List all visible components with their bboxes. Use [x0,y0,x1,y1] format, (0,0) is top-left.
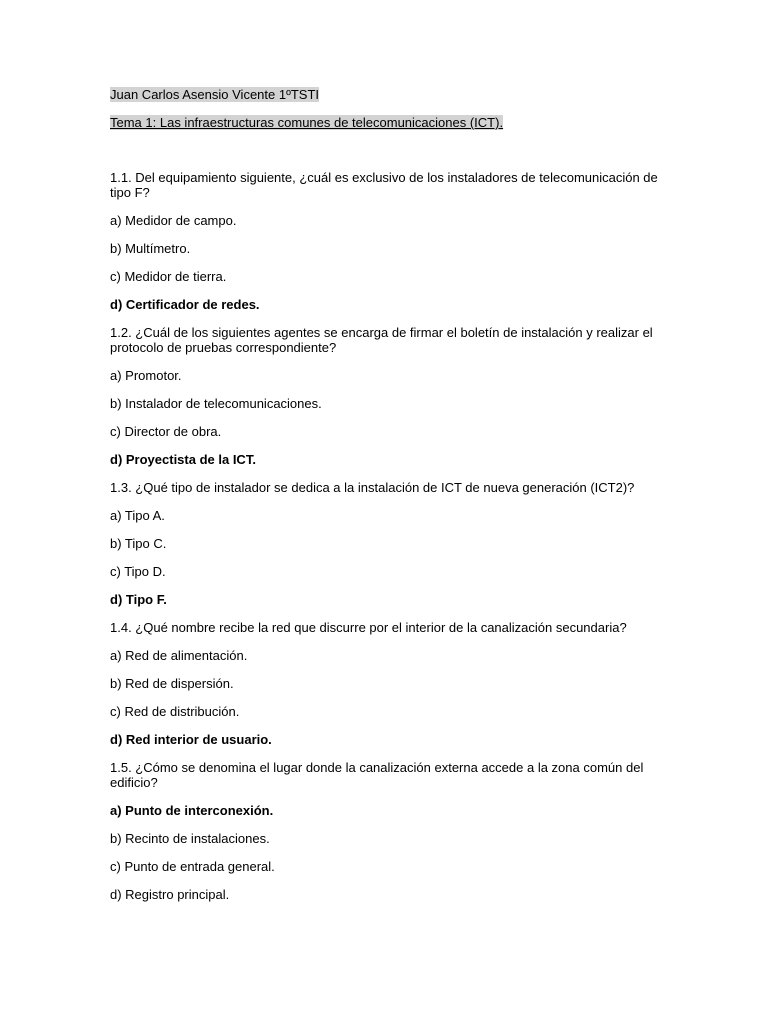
question-block [110,620,658,747]
answer-option: b) Multímetro. [110,241,191,256]
topic-title: Tema 1: Las infraestructuras comunes de telecomunicaciones (ICT). [110,115,504,130]
answer-option: d) Registro principal. [110,887,230,902]
answer-option: c) Punto de entrada general. [110,859,275,874]
answer-option-correct: d) Certificador de redes. [110,297,260,312]
answer-option: a) Promotor. [110,368,182,383]
question-text: 1.3. ¿Qué tipo de instalador se dedica a la instalación de ICT de nueva generación (ICT2)? [110,480,635,495]
question-text: 1.2. ¿Cuál de los siguientes agentes se encarga de firmar el boletín de instalación y realizar el protocolo de pruebas correspondiente? [110,325,653,355]
answer-option: a) Red de alimentación. [110,648,248,663]
answer-option: c) Red de distribución. [110,704,240,719]
question-block [110,170,658,312]
question-block [110,760,658,902]
answer-option: b) Tipo C. [110,536,167,551]
answer-option: b) Recinto de instalaciones. [110,831,270,846]
answer-option: b) Red de dispersión. [110,676,234,691]
question-text: 1.4. ¿Qué nombre recibe la red que discurre por el interior de la canalización secundaria? [110,620,627,635]
author-line [110,87,658,102]
answer-option-correct: a) Punto de interconexión. [110,803,274,818]
question-block [110,480,658,607]
answer-option: c) Tipo D. [110,564,166,579]
answer-option-correct: d) Tipo F. [110,592,167,607]
answer-option: a) Tipo A. [110,508,165,523]
answer-option-correct: d) Red interior de usuario. [110,732,272,747]
question-block [110,325,658,467]
question-text: 1.5. ¿Cómo se denomina el lugar donde la canalización externa accede a la zona común del edificio? [110,760,644,790]
answer-option: c) Director de obra. [110,424,222,439]
topic-line [110,115,658,130]
answer-option: c) Medidor de tierra. [110,269,227,284]
question-list [110,170,658,902]
answer-option-correct: d) Proyectista de la ICT. [110,452,256,467]
answer-option: a) Medidor de campo. [110,213,237,228]
answer-option: b) Instalador de telecomunicaciones. [110,396,322,411]
question-text: 1.1. Del equipamiento siguiente, ¿cuál es exclusivo de los instaladores de telecomunicación de tipo F? [110,170,658,200]
author-name: Juan Carlos Asensio Vicente 1ºTSTI [110,87,320,102]
document-page [110,87,658,902]
